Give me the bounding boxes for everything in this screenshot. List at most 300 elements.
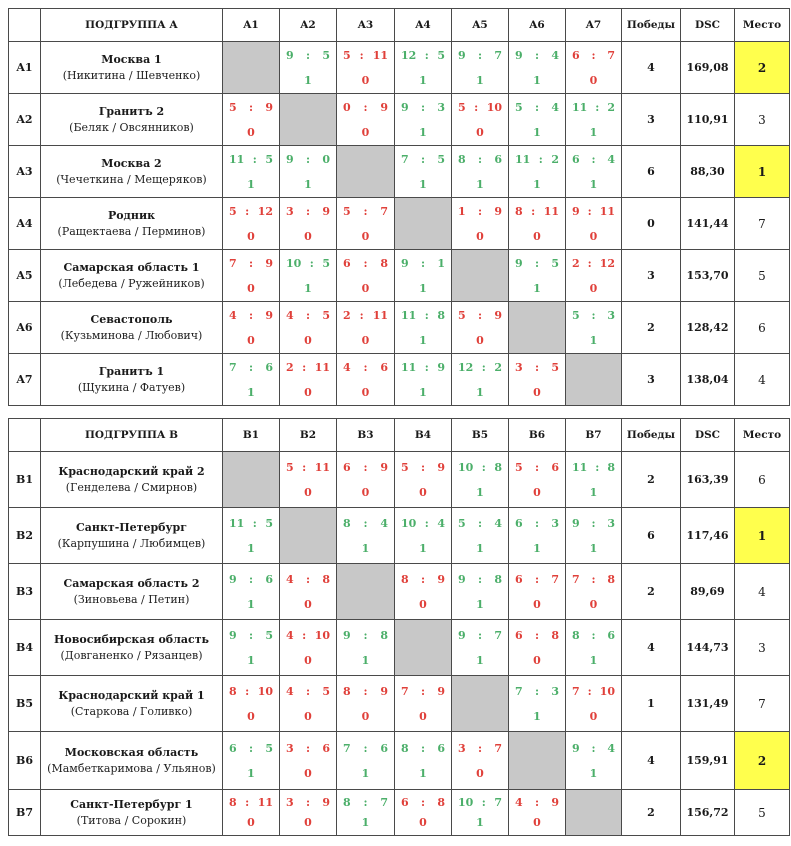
match-result-cell xyxy=(395,354,452,406)
match-points: 1 xyxy=(419,73,427,87)
match-score: 7 : 8 xyxy=(572,572,615,586)
match-result-cell xyxy=(452,732,509,790)
match-result-cell xyxy=(509,94,566,146)
wins-header: Победы xyxy=(622,9,681,42)
team-name: Москва 1 xyxy=(101,52,162,66)
match-result-cell xyxy=(280,302,337,354)
match-score: 8 : 6 xyxy=(458,152,502,166)
match-score: 5 : 4 xyxy=(458,516,502,530)
table-row xyxy=(9,452,790,508)
team-players: (Кузьминова / Любович) xyxy=(60,328,203,342)
match-points: 0 xyxy=(304,597,312,611)
self-match-cell xyxy=(509,732,566,790)
team-name: Санкт-Петербург xyxy=(76,520,187,534)
match-points: 0 xyxy=(361,485,370,499)
match-result-cell xyxy=(223,302,280,354)
dsc-value: 128,42 xyxy=(681,302,735,354)
match-result-cell xyxy=(509,198,566,250)
match-score: 9 : 4 xyxy=(515,48,559,62)
team-code: В1 xyxy=(9,452,41,508)
match-points: 1 xyxy=(304,73,312,87)
team-name: Гранитъ 1 xyxy=(98,364,165,378)
dsc-value: 89,69 xyxy=(681,564,735,620)
team-cell xyxy=(41,564,223,620)
match-score: 7 : 6 xyxy=(229,360,273,374)
match-points: 1 xyxy=(476,541,484,555)
table-row xyxy=(9,250,790,302)
match-points: 1 xyxy=(589,485,598,499)
match-points: 1 xyxy=(533,73,541,87)
match-score: 6 : 7 xyxy=(515,572,559,586)
table-row xyxy=(9,790,790,836)
match-score: 5 : 11 xyxy=(286,460,330,474)
place-value: 3 xyxy=(735,620,790,676)
match-score: 9 : 5 xyxy=(515,256,559,270)
match-score: 2 : 11 xyxy=(286,360,330,374)
team-players: (Лебедева / Ружейников) xyxy=(58,276,205,290)
match-score: 9 : 11 xyxy=(572,204,615,218)
match-points: 0 xyxy=(247,229,255,243)
match-score: 4 : 5 xyxy=(286,684,330,698)
match-points: 1 xyxy=(247,766,255,780)
team-code: В2 xyxy=(9,508,41,564)
corner-cell xyxy=(9,9,41,42)
match-result-cell xyxy=(337,302,395,354)
place-value: 7 xyxy=(735,676,790,732)
match-points: 0 xyxy=(247,815,255,829)
match-score: 8 : 7 xyxy=(343,795,388,809)
self-match-cell xyxy=(337,146,395,198)
subgroup-title: ПОДГРУППА А xyxy=(41,9,223,42)
match-score: 4 : 9 xyxy=(515,795,559,809)
wins-value: 6 xyxy=(622,146,681,198)
team-players: (Чечеткина / Мещеряков) xyxy=(56,172,207,186)
column-header: В5 xyxy=(452,419,509,452)
match-points: 1 xyxy=(419,541,427,555)
match-points: 0 xyxy=(589,597,598,611)
column-header: В4 xyxy=(395,419,452,452)
match-result-cell xyxy=(395,302,452,354)
team-name: Краснодарский край 2 xyxy=(58,464,205,478)
match-result-cell xyxy=(395,146,452,198)
match-score: 5 : 6 xyxy=(515,460,559,474)
match-score: 2 : 11 xyxy=(343,308,388,322)
match-points: 1 xyxy=(419,333,427,347)
match-points: 0 xyxy=(589,281,598,295)
team-players: (Зиновьева / Петин) xyxy=(73,592,190,606)
match-result-cell xyxy=(223,146,280,198)
match-points: 0 xyxy=(304,385,312,399)
match-result-cell xyxy=(566,250,622,302)
match-result-cell xyxy=(509,42,566,94)
column-header: В1 xyxy=(223,419,280,452)
match-result-cell xyxy=(337,620,395,676)
match-result-cell xyxy=(509,452,566,508)
place-value: 1 xyxy=(735,146,790,198)
match-points: 0 xyxy=(361,125,370,139)
self-match-cell xyxy=(337,564,395,620)
match-points: 1 xyxy=(533,125,541,139)
match-points: 1 xyxy=(419,177,427,191)
match-result-cell xyxy=(337,732,395,790)
team-players: (Старкова / Голивко) xyxy=(70,704,193,718)
match-result-cell xyxy=(452,564,509,620)
match-score: 8 : 11 xyxy=(229,795,273,809)
column-header: A4 xyxy=(395,9,452,42)
match-points: 0 xyxy=(476,766,484,780)
dsc-value: 159,91 xyxy=(681,732,735,790)
match-score: 11 : 8 xyxy=(401,308,445,322)
table-row xyxy=(9,42,790,94)
match-result-cell xyxy=(395,250,452,302)
team-cell xyxy=(41,42,223,94)
match-points: 1 xyxy=(304,177,312,191)
self-match-cell xyxy=(223,42,280,94)
team-players: (Щукина / Фатуев) xyxy=(77,380,186,394)
team-players: (Довганенко / Рязанцев) xyxy=(60,648,203,662)
team-name: Санкт-Петербург 1 xyxy=(70,797,193,811)
match-score: 11 : 5 xyxy=(229,152,273,166)
team-name: Москва 2 xyxy=(101,156,162,170)
match-points: 1 xyxy=(476,385,484,399)
match-points: 1 xyxy=(476,485,484,499)
match-score: 5 : 4 xyxy=(515,100,559,114)
subgroup-a-table xyxy=(8,8,790,406)
match-score: 9 : 7 xyxy=(458,48,502,62)
team-code: В6 xyxy=(9,732,41,790)
team-cell xyxy=(41,146,223,198)
match-points: 0 xyxy=(361,73,370,87)
match-result-cell xyxy=(337,198,395,250)
match-points: 0 xyxy=(361,385,370,399)
match-score: 9 : 3 xyxy=(572,516,615,530)
match-result-cell xyxy=(223,620,280,676)
match-result-cell xyxy=(566,198,622,250)
match-result-cell xyxy=(280,564,337,620)
match-result-cell xyxy=(452,302,509,354)
team-players: (Беляк / Овсянников) xyxy=(69,120,194,134)
match-points: 0 xyxy=(247,125,255,139)
team-code: A6 xyxy=(9,302,41,354)
match-score: 0 : 9 xyxy=(343,100,388,114)
match-points: 0 xyxy=(533,385,541,399)
match-score: 11 : 5 xyxy=(229,516,273,530)
dsc-value: 117,46 xyxy=(681,508,735,564)
match-result-cell xyxy=(337,354,395,406)
wins-value: 6 xyxy=(622,508,681,564)
match-points: 0 xyxy=(304,653,312,667)
match-result-cell xyxy=(337,790,395,836)
dsc-value: 163,39 xyxy=(681,452,735,508)
match-result-cell xyxy=(395,452,452,508)
match-points: 0 xyxy=(533,229,541,243)
place-value: 4 xyxy=(735,354,790,406)
match-points: 0 xyxy=(419,815,427,829)
place-value: 5 xyxy=(735,790,790,836)
wins-value: 4 xyxy=(622,42,681,94)
match-score: 6 : 5 xyxy=(229,741,273,755)
match-points: 0 xyxy=(361,709,370,723)
match-points: 1 xyxy=(476,73,484,87)
match-points: 0 xyxy=(533,597,541,611)
team-code: A7 xyxy=(9,354,41,406)
match-score: 3 : 9 xyxy=(286,204,330,218)
match-score: 4 : 10 xyxy=(286,628,330,642)
wins-value: 3 xyxy=(622,94,681,146)
match-points: 1 xyxy=(247,385,255,399)
match-result-cell xyxy=(509,620,566,676)
team-cell xyxy=(41,508,223,564)
table-row xyxy=(9,620,790,676)
match-points: 1 xyxy=(589,766,598,780)
match-points: 0 xyxy=(589,73,598,87)
match-points: 0 xyxy=(419,709,427,723)
wins-value: 2 xyxy=(622,302,681,354)
subgroup-b-header xyxy=(9,419,790,452)
team-cell xyxy=(41,676,223,732)
place-value: 7 xyxy=(735,198,790,250)
match-result-cell xyxy=(223,354,280,406)
column-header: A1 xyxy=(223,9,280,42)
match-score: 7 : 9 xyxy=(229,256,273,270)
dsc-value: 169,08 xyxy=(681,42,735,94)
match-points: 1 xyxy=(247,653,255,667)
table-row xyxy=(9,564,790,620)
team-code: В7 xyxy=(9,790,41,836)
match-result-cell xyxy=(395,94,452,146)
match-result-cell xyxy=(566,146,622,198)
table-row xyxy=(9,508,790,564)
place-header: Место xyxy=(735,9,790,42)
team-code: В3 xyxy=(9,564,41,620)
team-name: Краснодарский край 1 xyxy=(58,688,205,702)
table-row xyxy=(9,354,790,406)
team-players: (Карпушина / Любимцев) xyxy=(57,536,206,550)
match-result-cell xyxy=(223,198,280,250)
match-result-cell xyxy=(337,94,395,146)
match-result-cell xyxy=(280,42,337,94)
match-result-cell xyxy=(280,146,337,198)
match-points: 1 xyxy=(419,766,427,780)
match-points: 1 xyxy=(247,177,255,191)
column-header: A5 xyxy=(452,9,509,42)
match-points: 1 xyxy=(419,385,427,399)
match-points: 1 xyxy=(589,177,598,191)
match-result-cell xyxy=(566,302,622,354)
match-score: 7 : 5 xyxy=(401,152,445,166)
column-header: В7 xyxy=(566,419,622,452)
wins-value: 4 xyxy=(622,732,681,790)
wins-value: 3 xyxy=(622,250,681,302)
match-result-cell xyxy=(566,564,622,620)
match-points: 1 xyxy=(533,281,541,295)
match-points: 0 xyxy=(419,597,427,611)
dsc-value: 141,44 xyxy=(681,198,735,250)
match-result-cell xyxy=(566,94,622,146)
match-score: 3 : 7 xyxy=(458,741,502,755)
match-score: 10 : 8 xyxy=(458,460,502,474)
team-code: В4 xyxy=(9,620,41,676)
match-score: 1 : 9 xyxy=(458,204,502,218)
match-score: 2 : 12 xyxy=(572,256,615,270)
match-score: 11 : 2 xyxy=(572,100,615,114)
match-result-cell xyxy=(509,676,566,732)
match-points: 0 xyxy=(247,709,255,723)
match-score: 8 : 6 xyxy=(572,628,615,642)
match-result-cell xyxy=(223,250,280,302)
match-points: 1 xyxy=(361,541,370,555)
team-cell xyxy=(41,94,223,146)
match-points: 0 xyxy=(247,281,255,295)
match-score: 10 : 4 xyxy=(401,516,445,530)
match-score: 3 : 9 xyxy=(286,795,330,809)
match-points: 0 xyxy=(476,229,484,243)
column-header: A7 xyxy=(566,9,622,42)
team-cell xyxy=(41,732,223,790)
place-value: 2 xyxy=(735,732,790,790)
team-cell xyxy=(41,790,223,836)
self-match-cell xyxy=(509,302,566,354)
match-result-cell xyxy=(452,508,509,564)
match-points: 0 xyxy=(533,485,541,499)
match-points: 0 xyxy=(247,333,255,347)
match-points: 1 xyxy=(476,653,484,667)
self-match-cell xyxy=(452,250,509,302)
place-header: Место xyxy=(735,419,790,452)
self-match-cell xyxy=(395,620,452,676)
wins-value: 2 xyxy=(622,790,681,836)
match-score: 5 : 7 xyxy=(343,204,388,218)
team-code: A1 xyxy=(9,42,41,94)
match-score: 8 : 9 xyxy=(343,684,388,698)
match-points: 1 xyxy=(419,125,427,139)
match-score: 9 : 1 xyxy=(401,256,445,270)
match-score: 4 : 5 xyxy=(286,308,330,322)
place-value: 1 xyxy=(735,508,790,564)
dsc-header: DSC xyxy=(681,419,735,452)
match-result-cell xyxy=(337,452,395,508)
match-score: 3 : 5 xyxy=(515,360,559,374)
match-score: 9 : 7 xyxy=(458,628,502,642)
match-points: 1 xyxy=(304,281,312,295)
match-points: 1 xyxy=(247,597,255,611)
match-points: 0 xyxy=(589,709,598,723)
self-match-cell xyxy=(566,790,622,836)
match-points: 0 xyxy=(304,485,312,499)
match-result-cell xyxy=(509,564,566,620)
match-result-cell xyxy=(223,508,280,564)
team-players: (Ращектаева / Перминов) xyxy=(57,224,206,238)
match-score: 11 : 8 xyxy=(572,460,615,474)
dsc-value: 88,30 xyxy=(681,146,735,198)
match-score: 5 : 9 xyxy=(401,460,445,474)
match-score: 5 : 9 xyxy=(229,100,273,114)
match-score: 4 : 6 xyxy=(343,360,388,374)
match-points: 1 xyxy=(476,597,484,611)
match-score: 6 : 9 xyxy=(343,460,388,474)
dsc-value: 131,49 xyxy=(681,676,735,732)
match-result-cell xyxy=(566,452,622,508)
wins-value: 4 xyxy=(622,620,681,676)
wins-value: 2 xyxy=(622,452,681,508)
place-value: 6 xyxy=(735,302,790,354)
match-result-cell xyxy=(509,250,566,302)
match-score: 6 : 8 xyxy=(401,795,445,809)
corner-cell xyxy=(9,419,41,452)
match-result-cell xyxy=(509,354,566,406)
dsc-value: 153,70 xyxy=(681,250,735,302)
match-result-cell xyxy=(566,676,622,732)
table-row xyxy=(9,302,790,354)
match-points: 1 xyxy=(361,653,370,667)
match-result-cell xyxy=(280,732,337,790)
column-header: A6 xyxy=(509,9,566,42)
match-result-cell xyxy=(280,620,337,676)
match-score: 7 : 10 xyxy=(572,684,615,698)
match-points: 1 xyxy=(476,815,484,829)
team-cell xyxy=(41,198,223,250)
team-name: Севастополь xyxy=(90,312,173,326)
subgroup-a-header xyxy=(9,9,790,42)
subgroup-b-table xyxy=(8,418,790,836)
table-row xyxy=(9,146,790,198)
match-result-cell xyxy=(395,676,452,732)
match-points: 0 xyxy=(533,815,541,829)
wins-value: 1 xyxy=(622,676,681,732)
place-value: 3 xyxy=(735,94,790,146)
match-result-cell xyxy=(509,508,566,564)
match-points: 0 xyxy=(304,709,312,723)
match-points: 1 xyxy=(589,653,598,667)
match-points: 1 xyxy=(589,541,598,555)
match-result-cell xyxy=(280,198,337,250)
match-result-cell xyxy=(452,452,509,508)
match-result-cell xyxy=(452,620,509,676)
column-header: A3 xyxy=(337,9,395,42)
match-result-cell xyxy=(452,198,509,250)
column-header: В3 xyxy=(337,419,395,452)
match-score: 9 : 5 xyxy=(229,628,273,642)
match-result-cell xyxy=(280,354,337,406)
match-score: 7 : 3 xyxy=(515,684,559,698)
place-value: 2 xyxy=(735,42,790,94)
dsc-value: 138,04 xyxy=(681,354,735,406)
match-result-cell xyxy=(223,94,280,146)
match-points: 1 xyxy=(589,333,598,347)
team-name: Новосибирская область xyxy=(53,632,209,646)
match-score: 9 : 3 xyxy=(401,100,445,114)
team-name: Московская область xyxy=(64,745,199,759)
match-score: 7 : 9 xyxy=(401,684,445,698)
self-match-cell xyxy=(280,508,337,564)
match-score: 9 : 5 xyxy=(286,48,330,62)
match-points: 1 xyxy=(247,541,255,555)
team-code: A2 xyxy=(9,94,41,146)
self-match-cell xyxy=(566,354,622,406)
match-result-cell xyxy=(395,564,452,620)
table-row xyxy=(9,94,790,146)
match-result-cell xyxy=(337,42,395,94)
match-score: 12 : 5 xyxy=(401,48,445,62)
column-header: A2 xyxy=(280,9,337,42)
dsc-header: DSC xyxy=(681,9,735,42)
match-score: 8 : 10 xyxy=(229,684,273,698)
match-points: 1 xyxy=(589,125,598,139)
match-points: 0 xyxy=(589,229,598,243)
match-score: 5 : 9 xyxy=(458,308,502,322)
team-name: Самарская область 2 xyxy=(63,576,200,590)
match-score: 6 : 7 xyxy=(572,48,615,62)
